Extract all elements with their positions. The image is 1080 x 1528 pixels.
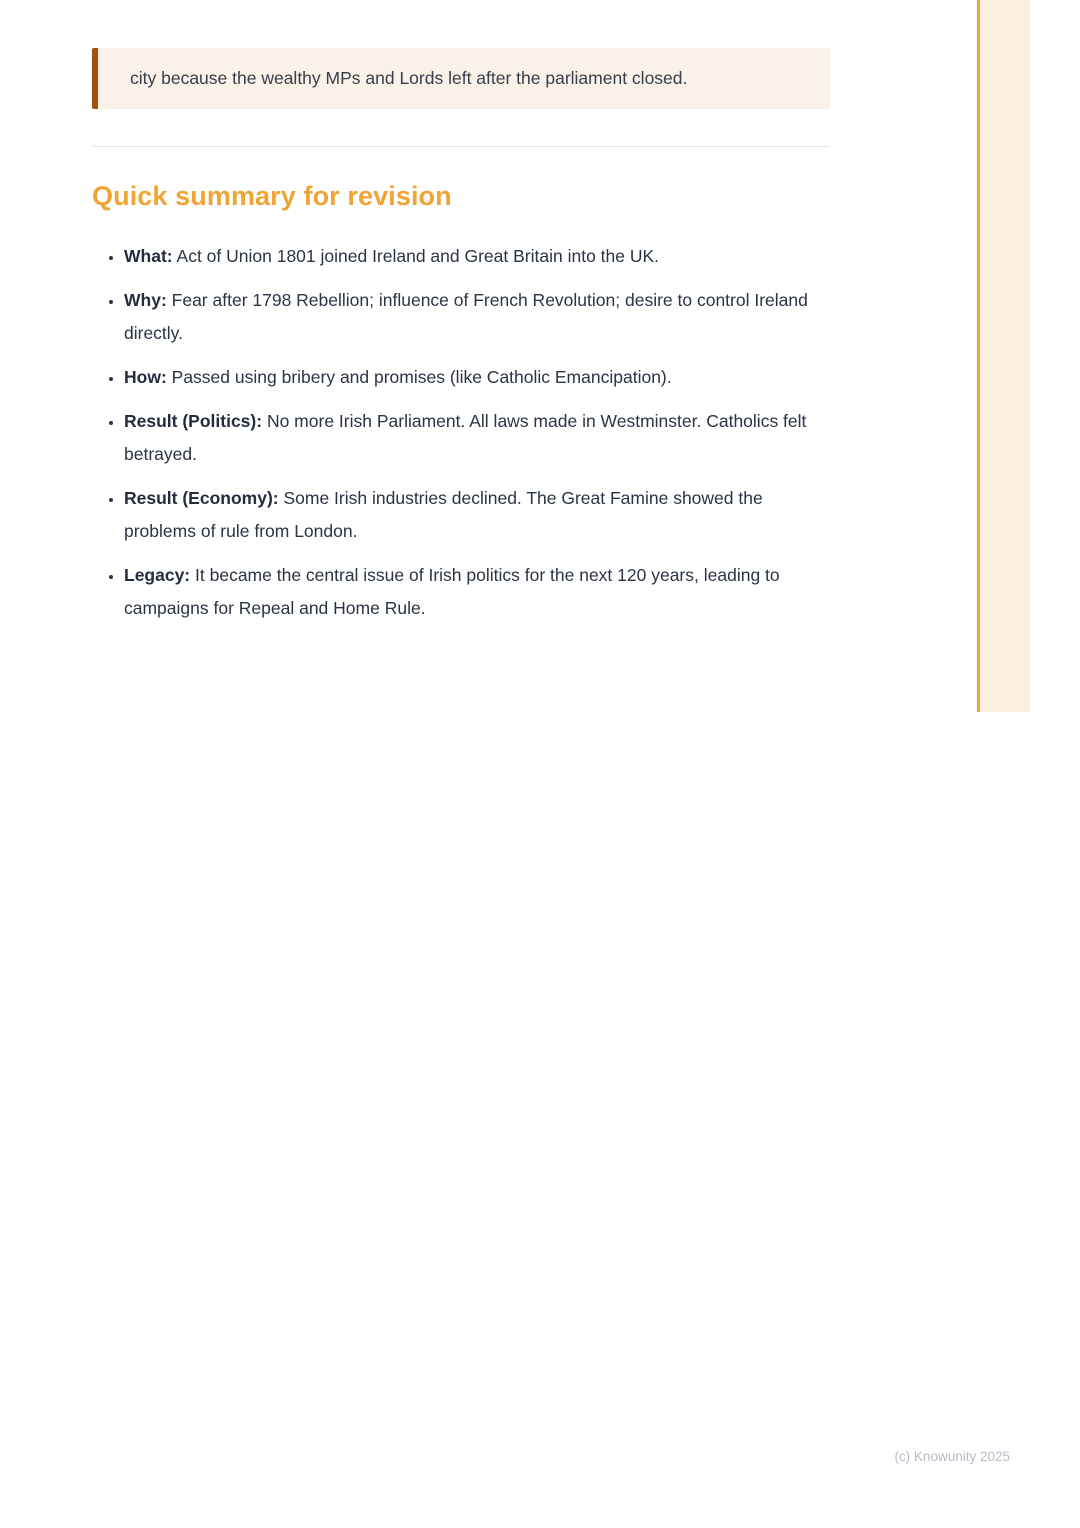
- item-text: Passed using bribery and promises (like Catholic Emancipation).: [171, 367, 672, 387]
- item-text: Act of Union 1801 joined Ireland and Great Britain into the UK.: [176, 246, 660, 266]
- callout-quote: [92, 48, 830, 109]
- callout-text: city because the wealthy MPs and Lords left after the parliament closed.: [130, 68, 688, 88]
- item-label: Result (Economy):: [124, 488, 279, 508]
- content-area: [92, 0, 830, 636]
- item-label: Result (Politics):: [124, 411, 263, 431]
- item-text: It became the central issue of Irish politics for the next 120 years, leading to campaigns for Repeal and Home Rule.: [124, 565, 780, 618]
- item-label: What:: [124, 246, 173, 266]
- section-title: Quick summary for revision: [92, 181, 452, 211]
- list-item: [124, 240, 830, 273]
- list-item: [124, 361, 830, 394]
- item-label: Legacy:: [124, 565, 191, 585]
- summary-list: [92, 240, 830, 625]
- list-item: [124, 405, 830, 471]
- item-label: How:: [124, 367, 167, 387]
- item-label: Why:: [124, 290, 167, 310]
- item-text: Some Irish industries declined. The Great Famine showed the problems of rule from London.: [124, 488, 763, 541]
- list-item: [124, 482, 830, 548]
- list-item: [124, 559, 830, 625]
- list-item: [124, 284, 830, 350]
- section-divider: [92, 146, 830, 147]
- item-text: No more Irish Parliament. All laws made in Westminster. Catholics felt betrayed.: [124, 411, 807, 464]
- item-text: Fear after 1798 Rebellion; influence of French Revolution; desire to control Ireland directly.: [124, 290, 808, 343]
- copyright-text: (c) Knowunity 2025: [894, 1449, 1010, 1464]
- page-edge-decoration: [977, 0, 1030, 712]
